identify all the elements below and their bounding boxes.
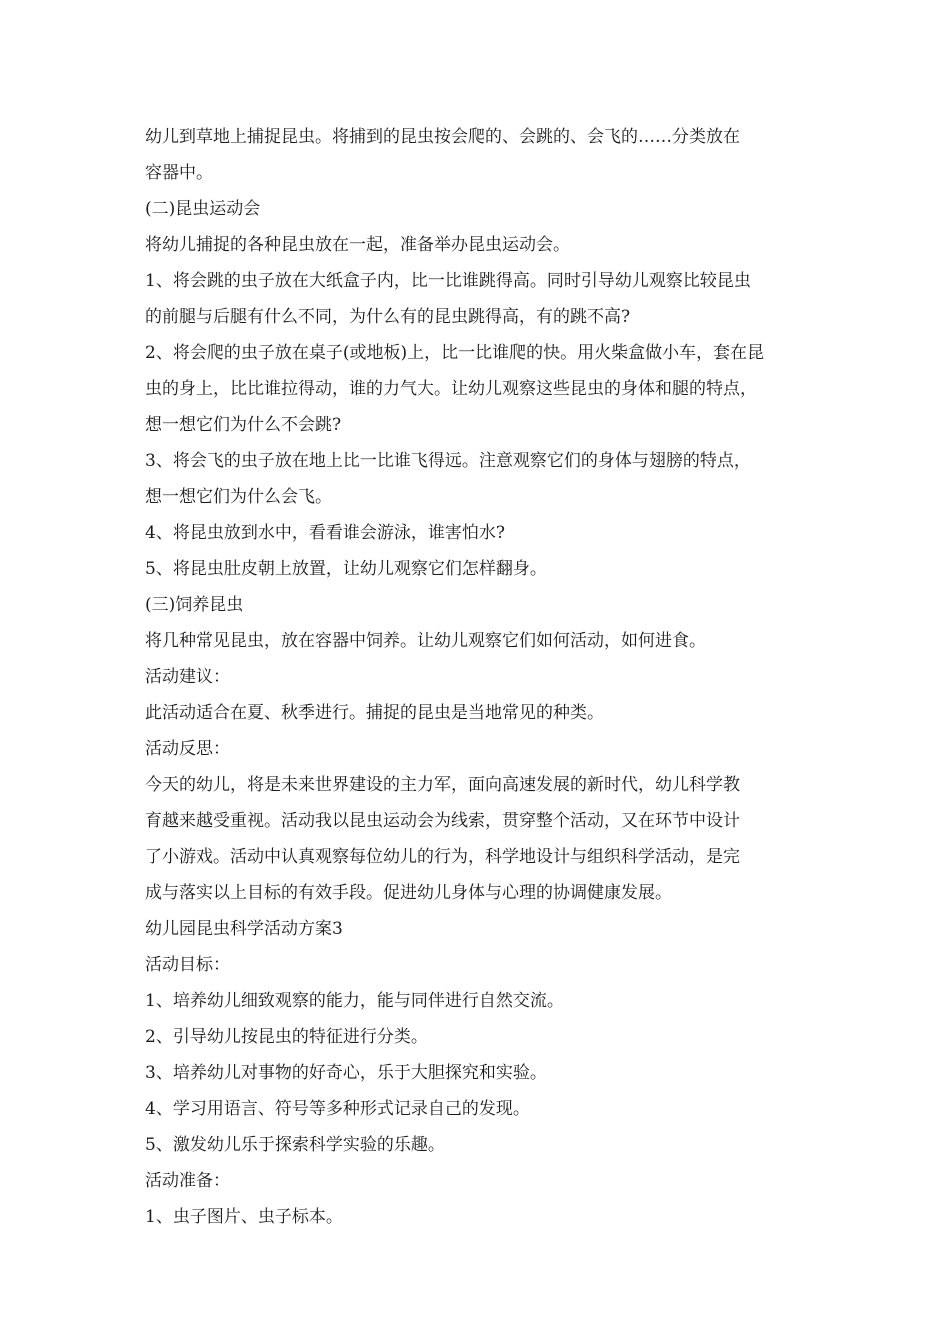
document-body [145,119,810,1235]
text-line: 今天的幼儿，将是未来世界建设的主力军，面向高速发展的新时代，幼儿科学教 [145,775,740,795]
list-item: 1、培养幼儿细致观察的能力，能与同伴进行自然交流。 [145,991,564,1011]
list-item: 2、引导幼儿按昆虫的特征进行分类。 [145,1027,428,1047]
list-item: 3、培养幼儿对事物的好奇心，乐于大胆探究和实验。 [145,1063,547,1083]
text-line: 了小游戏。活动中认真观察每位幼儿的行为，科学地设计与组织科学活动，是完 [145,847,740,867]
text-line: 幼儿到草地上捕捉昆虫。将捕到的昆虫按会爬的、会跳的、会飞的……分类放在 [145,127,740,147]
text-line: 容器中。 [145,163,213,183]
text-line: 虫的身上，比比谁拉得动，谁的力气大。让幼儿观察这些昆虫的身体和腿的特点， [145,379,757,399]
text-line: 将幼儿捕捉的各种昆虫放在一起，准备举办昆虫运动会。 [145,235,570,255]
section-heading: 活动准备： [145,1171,230,1191]
text-line: 1、将会跳的虫子放在大纸盒子内，比一比谁跳得高。同时引导幼儿观察比较昆虫 [145,271,751,291]
text-line: 5、将昆虫肚皮朝上放置，让幼儿观察它们怎样翻身。 [145,559,547,579]
text-line: 育越来越受重视。活动我以昆虫运动会为线索，贯穿整个活动，又在环节中设计 [145,811,740,831]
section-heading: (三)饲养昆虫 [145,595,244,615]
list-item: 4、学习用语言、符号等多种形式记录自己的发现。 [145,1099,530,1119]
text-line: 的前腿与后腿有什么不同，为什么有的昆虫跳得高，有的跳不高? [145,307,631,327]
text-line: 3、将会飞的虫子放在地上比一比谁飞得远。注意观察它们的身体与翅膀的特点， [145,451,751,471]
section-heading: 活动目标： [145,955,230,975]
text-line: 想一想它们为什么不会跳? [145,415,342,435]
text-line: 2、将会爬的虫子放在桌子(或地板)上，比一比谁爬的快。用火柴盒做小车，套在昆 [145,343,765,363]
text-line: 成与落实以上目标的有效手段。促进幼儿身体与心理的协调健康发展。 [145,883,672,903]
section-heading: (二)昆虫运动会 [145,199,261,219]
text-line: 想一想它们为什么会飞。 [145,487,332,507]
section-heading: 活动建议： [145,667,230,687]
text-line: 此活动适合在夏、秋季进行。捕捉的昆虫是当地常见的种类。 [145,703,604,723]
section-heading: 活动反思： [145,739,230,759]
list-item: 5、激发幼儿乐于探索科学实验的乐趣。 [145,1135,445,1155]
list-item: 1、虫子图片、虫子标本。 [145,1207,343,1227]
text-line: 4、将昆虫放到水中，看看谁会游泳，谁害怕水? [145,523,505,543]
text-line: 将几种常见昆虫，放在容器中饲养。让幼儿观察它们如何活动，如何进食。 [145,631,706,651]
document-title: 幼儿园昆虫科学活动方案3 [145,919,343,939]
